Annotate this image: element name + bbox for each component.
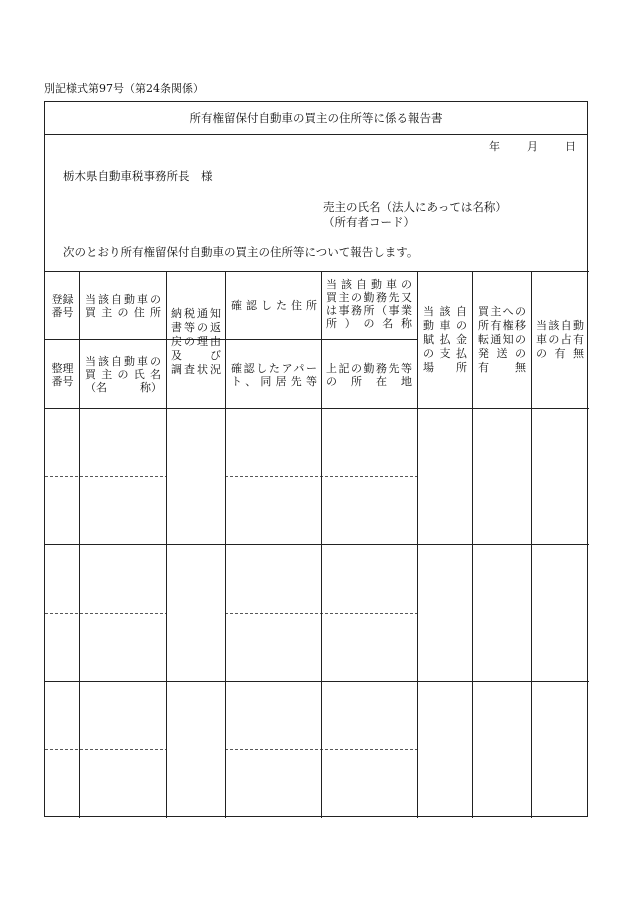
seller-name-label: 売主の氏名（法人にあっては名称） — [323, 200, 507, 214]
date-month-label: 月 — [527, 140, 538, 153]
header-vehicle-possession: 当該自動 車の占有 の有無 — [536, 319, 584, 360]
date-day-label: 日 — [565, 140, 576, 153]
header-reference-no: 整理 番号 — [51, 362, 74, 388]
header-employer-name: 当該自動車の 買主の勤務先又 は事務所（事業 所）の名称 — [326, 278, 412, 330]
header-notice-return-reason: 納税通知 書等の返 戻の理由 及 び 調査状況 — [171, 307, 221, 376]
date-year-label: 年 — [489, 140, 500, 153]
header-registration-no: 登録 番号 — [51, 293, 74, 319]
addressee: 栃木県自動車税事務所長 様 — [63, 169, 213, 183]
header-buyer-name: 当該自動車の 買主の氏名 （名 称） — [85, 355, 162, 394]
header-ownership-transfer-notice: 買主への 所有権移 転通知の 発送の 有無 — [478, 305, 526, 374]
form-label: 別記様式第97号（第24条関係） — [44, 82, 204, 95]
header-installment-payment-place: 当該自 動車の 賦払金 の支払 場所 — [423, 305, 467, 374]
header-buyer-address: 当該自動車の 買主の住所 — [85, 293, 161, 319]
report-form — [44, 101, 588, 817]
header-employer-location: 上記の勤務先等 の所在地 — [326, 362, 412, 388]
intro-text: 次のとおり所有権留保付自動車の買主の住所等について報告します。 — [63, 245, 419, 259]
form-title: 所有権留保付自動車の買主の住所等に係る報告書 — [45, 102, 587, 135]
owner-code-label: （所有者コード） — [323, 215, 415, 229]
header-confirmed-address: 確認した住所 — [231, 299, 317, 312]
header-confirmed-apartment: 確認したアパー ト、同居先等 — [231, 362, 317, 388]
